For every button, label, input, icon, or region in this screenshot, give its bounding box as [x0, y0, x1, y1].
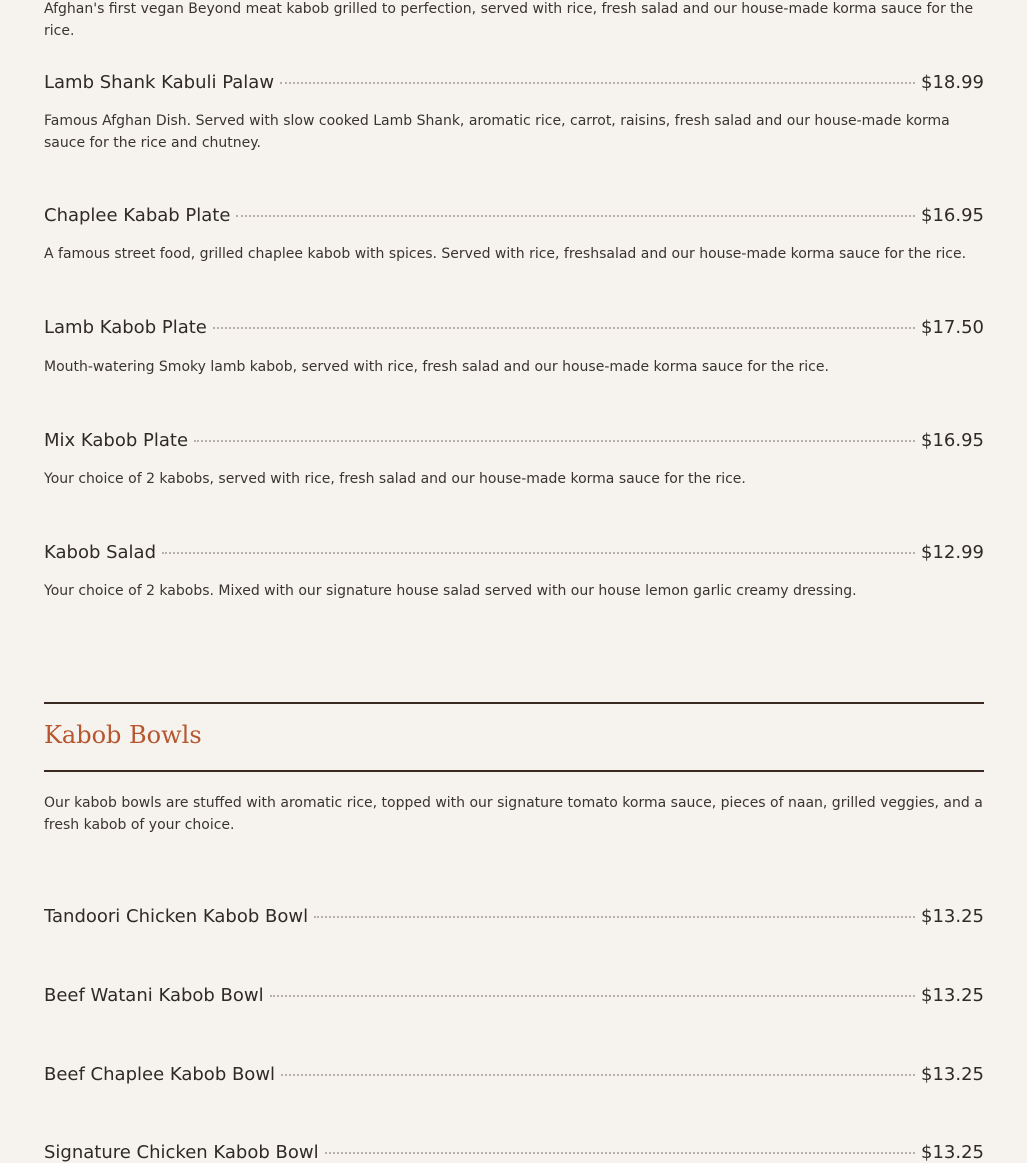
menu-item [44, 1064, 984, 1090]
menu-item [44, 542, 984, 568]
menu-item-price: $13.25 [921, 1142, 984, 1163]
item-description: Afghan's first vegan Beyond meat kabob grilled to perfection, served with rice, fresh salad and our house-made korma sauce for the rice. [44, 1, 974, 39]
item-description: Famous Afghan Dish. Served with slow cooked Lamb Shank, aromatic rice, carrot, raisins, fresh salad and our house-made korma sauce for the rice and chutney. [44, 113, 950, 151]
menu-item [44, 1142, 984, 1163]
menu-item-name: Kabob Salad [44, 542, 157, 563]
dot-leader [194, 440, 915, 442]
menu-item [44, 205, 984, 231]
section-divider-top [44, 702, 984, 704]
item-description: Your choice of 2 kabobs, served with rice, fresh salad and our house-made korma sauce for the rice. [44, 471, 746, 487]
dot-leader [213, 327, 915, 329]
menu-item-price: $13.25 [921, 985, 984, 1006]
menu-item [44, 430, 984, 456]
section-description: Our kabob bowls are stuffed with aromatic rice, topped with our signature tomato korma sauce, pieces of naan, grilled veggies, and a fresh kabob of your choice. [44, 795, 983, 833]
menu-item-name: Tandoori Chicken Kabob Bowl [44, 906, 309, 927]
menu-item [44, 317, 984, 343]
menu-item-price: $17.50 [921, 317, 984, 338]
menu-item-name: Beef Chaplee Kabob Bowl [44, 1064, 276, 1085]
item-description: A famous street food, grilled chaplee kabob with spices. Served with rice, freshsalad and our house-made korma sauce for the rice. [44, 246, 967, 262]
menu-item-price: $16.95 [921, 205, 984, 226]
menu-item [44, 906, 984, 932]
menu-item-name: Mix Kabob Plate [44, 430, 189, 451]
section-divider-bottom [44, 770, 984, 772]
section-title: Kabob Bowls [44, 721, 202, 749]
menu-item-name: Signature Chicken Kabob Bowl [44, 1142, 319, 1163]
item-description: Your choice of 2 kabobs. Mixed with our signature house salad served with our house lemon garlic creamy dressing. [44, 583, 857, 599]
menu-item-price: $13.25 [921, 906, 984, 927]
menu-item-price: $16.95 [921, 430, 984, 451]
dot-leader [281, 1074, 915, 1076]
dot-leader [162, 552, 915, 554]
dot-leader [325, 1152, 915, 1154]
menu-item-price: $13.25 [921, 1064, 984, 1085]
menu-item [44, 985, 984, 1011]
dot-leader [314, 916, 915, 918]
menu-item-name: Chaplee Kabab Plate [44, 205, 231, 226]
menu-item-price: $18.99 [921, 72, 984, 93]
dot-leader [280, 82, 915, 84]
menu-item-name: Lamb Shank Kabuli Palaw [44, 72, 275, 93]
item-description: Mouth-watering Smoky lamb kabob, served with rice, fresh salad and our house-made korma sauce for the rice. [44, 359, 829, 375]
menu-item-name: Lamb Kabob Plate [44, 317, 207, 338]
menu-item-name: Beef Watani Kabob Bowl [44, 985, 264, 1006]
dot-leader [270, 995, 915, 997]
dot-leader [236, 215, 915, 217]
menu-item-price: $12.99 [921, 542, 984, 563]
menu-item [44, 72, 984, 98]
